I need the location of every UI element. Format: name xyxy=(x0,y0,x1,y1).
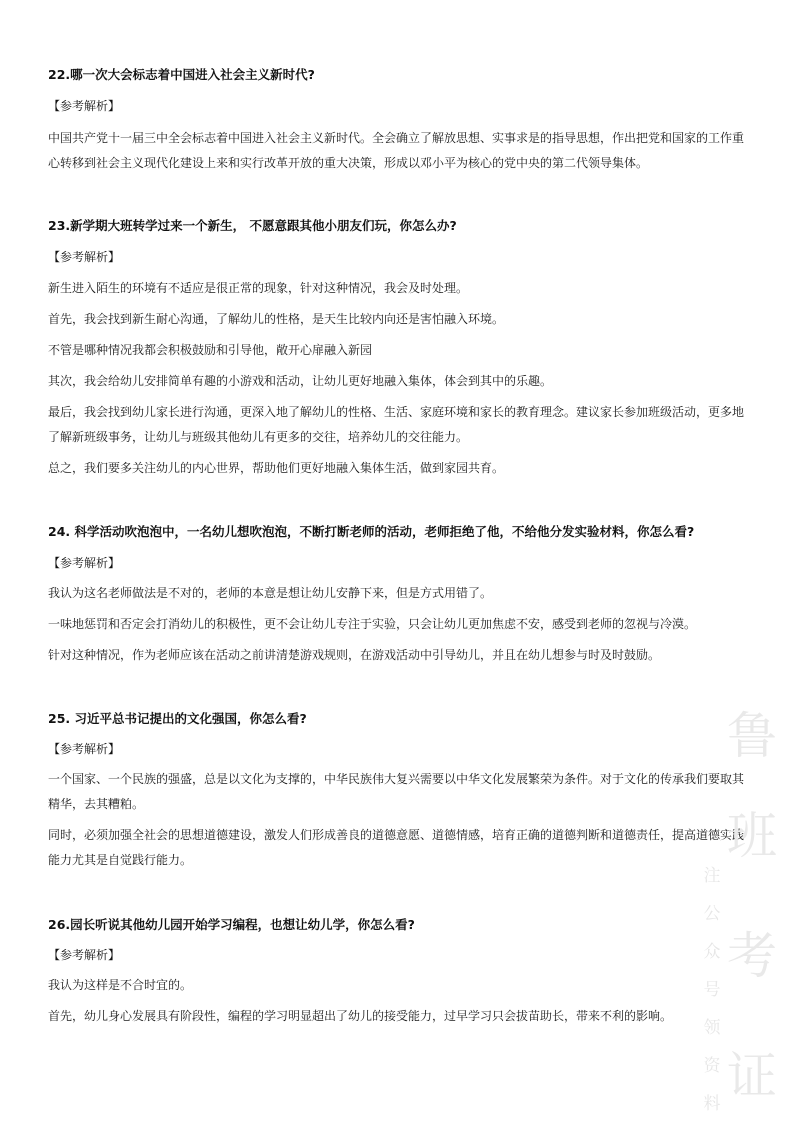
question-26-para-1: 我认为这样是不合时宜的。 xyxy=(48,978,193,992)
question-23-para-5: 最后，我会找到幼儿家长进行沟通，更深入地了解幼儿的性格、生活、家庭环境和家长的教育理念。建议家长参加班级活动，更多地了解新班级事务，让幼儿与班级其他幼儿有更多的交往，培养幼儿的交往能力。 xyxy=(48,405,745,444)
question-22-para-1: 中国共产党十一届三中全会标志着中国进入社会主义新时代。全会确立了解放思想、实事求是的指导思想，作出把党和国家的工作重心转移到社会主义现代化建设上来和实行改革开放的重大决策，形成以邓小平为核心的党中央的第二代领导集体。 xyxy=(48,131,745,170)
question-24-para-3: 针对这种情况，作为老师应该在活动之前讲清楚游戏规则，在游戏活动中引导幼儿，并且在幼儿想参与时及时鼓励。 xyxy=(48,648,661,662)
question-26-ref-label: 【参考解析】 xyxy=(48,948,121,962)
question-24-title: 24. 科学活动吹泡泡中，一名幼儿想吹泡泡，不断打断老师的活动，老师拒绝了他，不给他分发实验材料，你怎么看? xyxy=(48,524,695,539)
watermark-small-char-1: 注 xyxy=(703,866,721,886)
watermark-small-char-6: 资 xyxy=(703,1056,721,1076)
watermark-small-char-4: 号 xyxy=(703,980,721,1000)
watermark-char-zheng: 证 xyxy=(727,1047,777,1105)
question-25-title: 25. 习近平总书记提出的文化强国，你怎么看? xyxy=(48,711,307,726)
question-24-ref-label: 【参考解析】 xyxy=(48,556,121,570)
question-23-para-6: 总之，我们要多关注幼儿的内心世界，帮助他们更好地融入集体生活，做到家园共育。 xyxy=(48,461,505,475)
question-24-para-2: 一味地惩罚和否定会打消幼儿的积极性，更不会让幼儿专注于实验，只会让幼儿更加焦虑不安，感受到老师的忽视与冷漠。 xyxy=(48,617,697,631)
question-26-para-2: 首先，幼儿身心发展具有阶段性，编程的学习明显超出了幼儿的接受能力，过早学习只会拔苗助长，带来不利的影响。 xyxy=(48,1009,673,1023)
watermark-small-char-3: 众 xyxy=(703,942,721,962)
watermark-small-char-2: 公 xyxy=(703,904,721,924)
question-23-para-3: 不管是哪种情况我都会积极鼓励和引导他，敞开心扉融入新园 xyxy=(48,343,373,357)
question-23-para-1: 新生进入陌生的环境有不适应是很正常的现象，针对这种情况，我会及时处理。 xyxy=(48,281,469,295)
question-23-para-4: 其次，我会给幼儿安排简单有趣的小游戏和活动，让幼儿更好地融入集体，体会到其中的乐趣。 xyxy=(48,374,553,388)
question-25-para-1: 一个国家、一个民族的强盛，总是以文化为支撑的，中华民族伟大复兴需要以中华文化发展繁荣为条件。对于文化的传承我们要取其精华，去其糟粕。 xyxy=(48,772,745,811)
watermark-small-char-5: 领 xyxy=(703,1018,721,1038)
question-22-ref-label: 【参考解析】 xyxy=(48,99,121,113)
question-25-ref-label: 【参考解析】 xyxy=(48,742,121,756)
watermark-char-kao: 考 xyxy=(727,927,777,985)
watermark-char-ban: 班 xyxy=(727,807,777,865)
question-23-title: 23.新学期大班转学过来一个新生， 不愿意跟其他小朋友们玩，你怎么办? xyxy=(48,218,457,233)
question-26-title: 26.园长听说其他幼儿园开始学习编程，也想让幼儿学，你怎么看? xyxy=(48,917,415,932)
watermark-char-lu: 鲁 xyxy=(727,707,777,765)
question-25-para-2: 同时，必须加强全社会的思想道德建设，激发人们形成善良的道德意愿、道德情感，培育正确的道德判断和道德责任，提高道德实践能力尤其是自觉践行能力。 xyxy=(48,828,745,867)
question-24-para-1: 我认为这名老师做法是不对的，老师的本意是想让幼儿安静下来，但是方式用错了。 xyxy=(48,586,493,600)
question-22-title: 22.哪一次大会标志着中国进入社会主义新时代? xyxy=(48,67,315,82)
question-23-para-2: 首先，我会找到新生耐心沟通，了解幼儿的性格，是天生比较内向还是害怕融入环境。 xyxy=(48,312,505,326)
watermark-small-char-7: 料 xyxy=(703,1094,721,1114)
question-23-ref-label: 【参考解析】 xyxy=(48,250,121,264)
